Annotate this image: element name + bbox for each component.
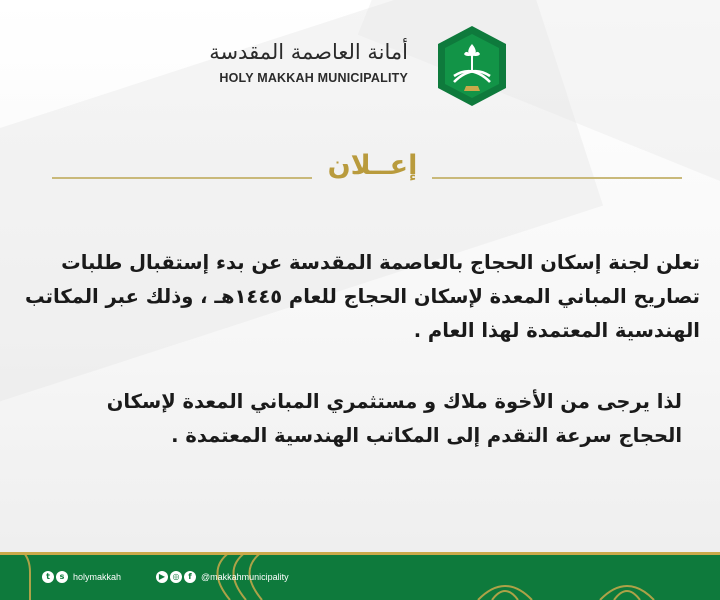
announcement-title: إعــلان xyxy=(327,150,418,181)
instagram-icon[interactable]: ◎ xyxy=(170,571,182,583)
twitter-icon[interactable]: t xyxy=(42,571,54,583)
youtube-icon[interactable]: ▶ xyxy=(156,571,168,583)
announcement-paragraph-1: تعلن لجنة إسكان الحجاج بالعاصمة المقدسة عن بدء إستقبال طلبات تصاريح المباني المعدة لإسكان الحجاج للعام ١٤٤٥هـ ، وذلك عبر المكاتب الهندسية المعتمدة لهذا العام . xyxy=(25,251,700,342)
org-name-english: HOLY MAKKAH MUNICIPALITY xyxy=(219,71,408,85)
social-group-holymakkah xyxy=(42,571,121,583)
facebook-icon[interactable]: f xyxy=(184,571,196,583)
makkah-municipality-emblem-icon xyxy=(436,24,508,108)
title-divider-right xyxy=(432,177,682,179)
social-group-makkahmunicipality xyxy=(156,571,289,583)
announcement-title-row xyxy=(0,150,720,186)
snapchat-icon[interactable]: s xyxy=(56,571,68,583)
header xyxy=(0,18,720,110)
social-handle[interactable]: @makkahmunicipality xyxy=(201,572,289,582)
social-handle[interactable]: holymakkah xyxy=(73,572,122,582)
org-name-arabic: أمانة العاصمة المقدسة xyxy=(209,40,408,64)
announcement-paragraph-2: لذا يرجى من الأخوة ملاك و مستثمري المباني المعدة لإسكان الحجاج سرعة التقدم إلى المكاتب الهندسية المعتمدة . xyxy=(106,390,682,447)
footer-gold-band xyxy=(0,552,720,555)
title-divider-left xyxy=(52,177,312,179)
